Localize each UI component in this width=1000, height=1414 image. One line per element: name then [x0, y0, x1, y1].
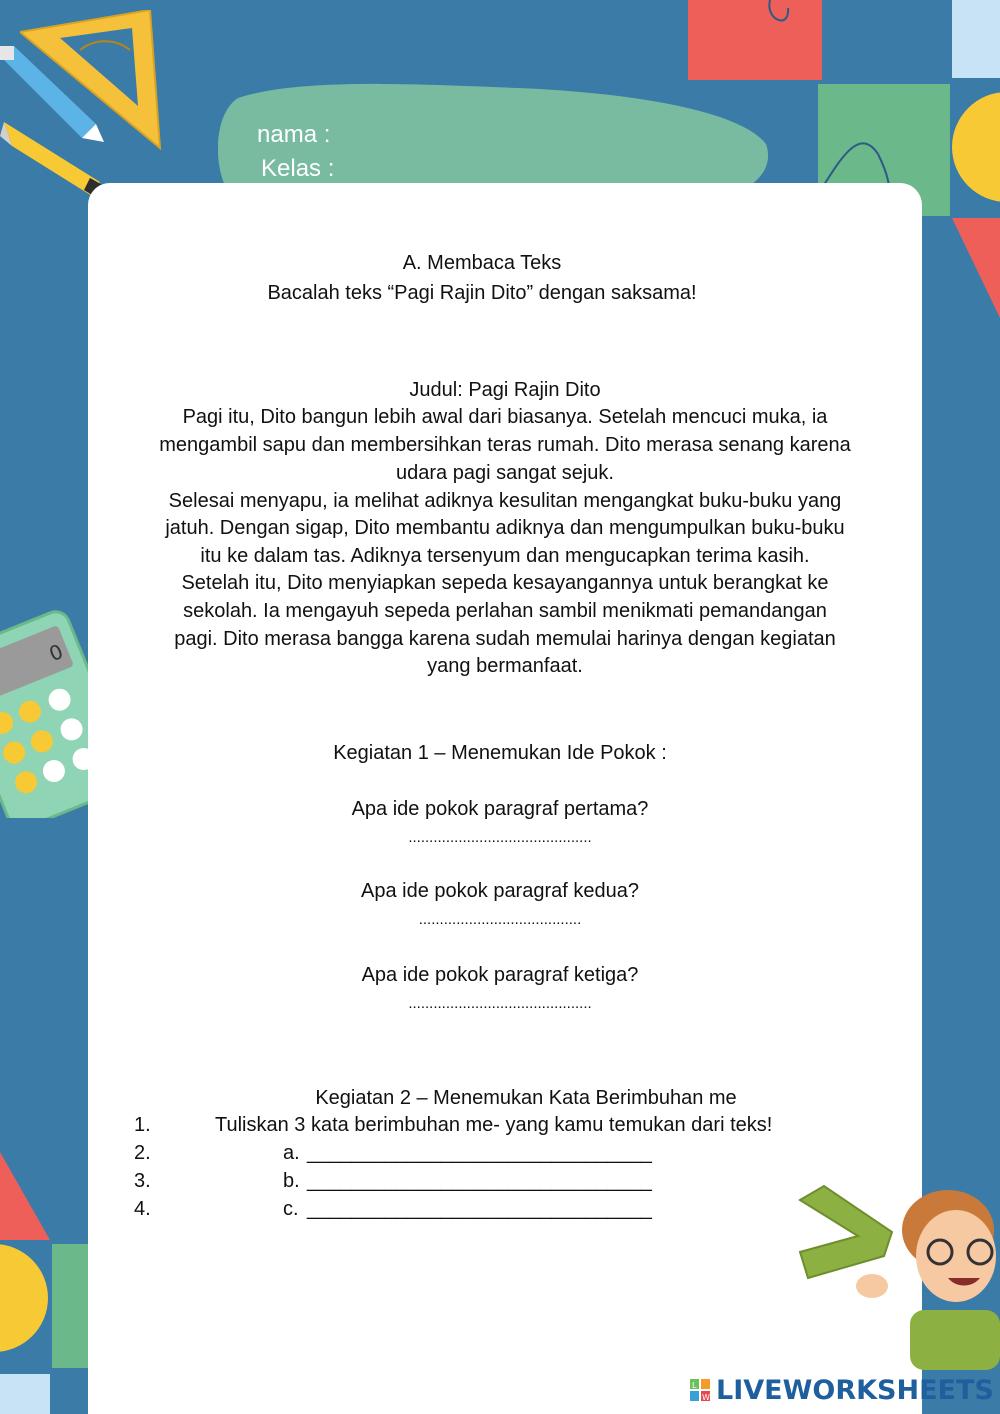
liveworksheets-logo-text: LIVEWORKSHEETS	[716, 1374, 994, 1406]
question-3: Apa ide pokok paragraf ketiga?	[361, 964, 639, 986]
answer-line-a[interactable]: _______________________________	[307, 1142, 652, 1164]
list-number: 1.	[134, 1114, 151, 1136]
kelas-label: Kelas :	[261, 155, 335, 182]
yellow-circle-left	[0, 1244, 48, 1352]
story-line: udara pagi sangat sejuk.	[396, 462, 614, 484]
logo-icon-letter: W	[702, 1393, 710, 1401]
activity2-instruction: Tuliskan 3 kata berimbuhan me- yang kamu temukan dari teks!	[215, 1114, 773, 1136]
story-line: yang bermanfaat.	[427, 655, 583, 677]
answer-line-b[interactable]: _______________________________	[307, 1170, 652, 1192]
story-line: sekolah. Ia mengayuh sepeda perlahan sambil menikmati pemandangan	[183, 600, 827, 622]
nama-label: nama :	[257, 121, 331, 148]
logo-icon-letter: L	[692, 1381, 697, 1390]
story-line: Selesai menyapu, ia melihat adiknya kesulitan mengangkat buku-buku yang	[168, 490, 842, 512]
yellow-circle-right	[952, 92, 1000, 202]
liveworksheets-logo[interactable]	[690, 1373, 994, 1407]
answer-blank-1[interactable]: ............................................	[408, 829, 592, 846]
activity1-title: Kegiatan 1 – Menemukan Ide Pokok :	[333, 742, 667, 764]
story-title: Judul: Pagi Rajin Dito	[409, 379, 601, 401]
section-a-instruction: Bacalah teks “Pagi Rajin Dito” dengan saksama!	[267, 282, 697, 304]
story-line: itu ke dalam tas. Adiknya tersenyum dan mengucapkan terima kasih.	[200, 545, 810, 567]
list-number: 2.	[134, 1142, 151, 1164]
answer-blank-3[interactable]: ............................................	[408, 995, 592, 1012]
liveworksheets-logo-icon	[690, 1379, 710, 1401]
list-number: 3.	[134, 1170, 151, 1192]
section-a-title: A. Membaca Teks	[402, 252, 562, 274]
answer-line-c[interactable]: _______________________________	[307, 1198, 652, 1220]
answer-label-a: a.	[283, 1142, 300, 1164]
light-blue-square-top	[952, 0, 1000, 78]
story-line: Setelah itu, Dito menyiapkan sepeda kesayangannya untuk berangkat ke	[181, 572, 829, 594]
story-line: jatuh. Dengan sigap, Dito membantu adiknya dan mengumpulkan buku-buku	[165, 517, 845, 539]
answer-blank-2[interactable]: .......................................	[418, 911, 582, 928]
squiggle-decoration	[760, 0, 810, 30]
activity2-title: Kegiatan 2 – Menemukan Kata Berimbuhan me	[315, 1087, 737, 1109]
question-2: Apa ide pokok paragraf kedua?	[361, 880, 639, 902]
list-number: 4.	[134, 1198, 151, 1220]
story-line: mengambil sapu dan membersihkan teras rumah. Dito merasa senang karena	[159, 434, 851, 456]
svg-text:0: 0	[45, 639, 67, 667]
boy-character-illustration	[780, 1160, 1000, 1370]
light-blue-square-bottom	[0, 1374, 50, 1414]
story-line: pagi. Dito merasa bangga karena sudah memulai harinya dengan kegiatan	[174, 628, 836, 650]
answer-label-c: c.	[283, 1198, 299, 1220]
answer-label-b: b.	[283, 1170, 300, 1192]
red-triangle-left	[0, 1152, 50, 1242]
question-1: Apa ide pokok paragraf pertama?	[351, 798, 649, 820]
story-line: Pagi itu, Dito bangun lebih awal dari biasanya. Setelah mencuci muka, ia	[182, 406, 828, 428]
